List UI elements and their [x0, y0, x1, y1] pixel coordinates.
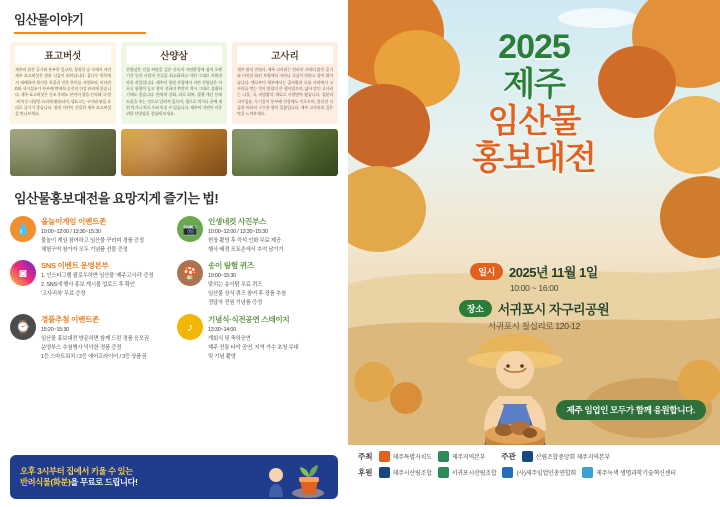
jeju-logo-icon: [379, 451, 390, 462]
sponsor-item: [502, 467, 576, 478]
event-line: 정답자 전원 기념품 증정: [208, 300, 262, 307]
poster-line-1: 제주: [503, 64, 565, 102]
notice-line-1: 오후 3시부터 집에서 키울 수 있는: [20, 465, 133, 476]
sponsor-name: 제주특별자치도: [392, 455, 432, 461]
host-label: 주최: [358, 452, 373, 461]
sponsor-item: [438, 451, 486, 462]
cloud-shape: [558, 8, 638, 28]
product-card: [10, 42, 116, 124]
mushroom-icon: 🍄: [177, 260, 203, 286]
sponsor-row-supporters: [358, 467, 710, 478]
event-line: 13:30~14:00: [208, 326, 236, 333]
event-title: 기념식·식전공연 스테이지: [208, 314, 290, 324]
sponsor-name: (사)제주임업인총연합회: [516, 471, 577, 477]
product-card: [232, 42, 338, 124]
date-value: 2025년 11월 1일: [509, 265, 598, 280]
event-line: 임산물 상식 퀴즈 참여 후 경품 추첨: [208, 291, 286, 298]
sponsor-name: 서귀포시산림조합: [451, 471, 497, 477]
event-grid: [0, 210, 348, 361]
product-photo-row: [0, 124, 348, 176]
poster-panel: [348, 0, 720, 507]
sponsor-item: [582, 467, 676, 478]
event-title: 인생네컷 사진부스: [208, 216, 267, 226]
event-item-ceremony-stage[interactable]: [177, 314, 338, 361]
event-line: 개회식 및 축하공연: [208, 335, 251, 342]
event-item-sns[interactable]: [10, 260, 171, 307]
event-item-photo-booth[interactable]: [177, 216, 338, 254]
cheer-banner: 제주 임업인 모두가 함께 응원합니다.: [556, 400, 706, 420]
notice-highlight: 반려식물(화분): [20, 477, 71, 487]
event-line: 및 기념 촬영: [208, 353, 236, 360]
event-item-water-game[interactable]: [10, 216, 171, 254]
product-card-heading: 표고버섯: [15, 46, 111, 64]
time-value: 10:00 ~ 16:00: [509, 283, 559, 293]
event-line: 현장 촬영 후 즉석 인화 무료 제공: [208, 237, 281, 244]
section-title-how-to-enjoy: 임산물홍보대전을 요망지게 즐기는 법!: [14, 190, 219, 206]
event-line: 행사 배경 포토존에서 추억 남기기: [208, 246, 284, 253]
product-card: [121, 42, 227, 124]
product-photo-bracken: [232, 129, 338, 176]
free-plant-notice-banner: [10, 455, 338, 499]
event-line: 10:00~12:00 / 13:30~15:30: [41, 228, 101, 235]
poster-title-block: [348, 30, 720, 177]
event-line: 2. SNS에 행사 홍보 게시물 업로드 후 확인: [41, 282, 135, 289]
event-line: 제주 전통 타악 공연, 지역 가수 초청 무대: [208, 344, 299, 351]
event-line: 임산물 홍보대전 방문하면 함께 드린 경품 응모권: [41, 335, 149, 342]
sponsor-row-host-organizer: [358, 451, 710, 462]
sponsor-item: [438, 467, 497, 478]
product-card-heading: 고사리: [237, 46, 333, 64]
place-address: 서귀포시 칠십리로 120-12: [487, 321, 581, 331]
sponsor-item: [522, 451, 610, 462]
jeju-city-union-icon: [379, 467, 390, 478]
forest-service-icon: [438, 451, 449, 462]
event-line: 맞히는 송이탐 무료 퀴즈: [208, 282, 262, 289]
green-tech-icon: [582, 467, 593, 478]
organizer-label: 주관: [501, 452, 516, 461]
event-title: 경품추첨 이벤트존: [41, 314, 100, 324]
event-item-prize-draw[interactable]: [10, 314, 171, 361]
instagram-icon: ◙: [10, 260, 36, 286]
watch-icon: ⌚: [10, 314, 36, 340]
product-card-body: 제주의 맑은 공기와 풍부한 일교차, 청정한 숲 속에서 자란 제주 표고버섯은 향과 식감이 뛰어납니다. 참나무 원목에서 재배하여 쫄깃한 육질과 진한 풍미를 자랑하며, 비타민D와 식이섬유가 풍부해 면역력 증진과 건강 관리에 좋습니다. 제주 표고버섯은 건조 후에도 본연의 향을 간직해 국·탕·찌개 등 다양한 요리에 활용되며, 생표고는 구이와 볶음 요리로 즐기기 좋습니다. 청정 자연이 선물한 제주 표고버섯을 만나보세요.: [15, 67, 111, 117]
place-value: 서귀포시 자구리공원: [497, 302, 610, 317]
stage-icon: ♪: [177, 314, 203, 340]
potted-plant-illustration: [256, 457, 330, 499]
event-line: 15:20~15:30: [41, 326, 69, 333]
event-line: 운영부스 추첨행사 넉넉한 경품 증정: [41, 344, 122, 351]
foresters-assoc-icon: [502, 467, 513, 478]
poster-line-2: 임산물: [487, 101, 581, 139]
product-card-body: 산양삼은 인삼 씨앗을 깊은 산속의 자연환경에 심어 오랜 기간 동안 사람의 손길을 최소화하고 자연 그대로 키워낸 약용 작물입니다. 제주의 청정 산림에서 자란 산양삼은 사포닌 함량이 높고 향이 진하며 쓴맛이 적어 그대로 섭취하기에도 좋습니다. 면역력 강화, 피로 회복, 혈행 개선 등에 도움을 주는 것으로 알려져 있으며, 생으로 먹거나 꿀에 재워 먹거나 차로 우려 마실 수 있습니다. 제주의 자연이 키운 귀한 산양삼을 경험해 보세요.: [126, 67, 222, 117]
support-label: 후원: [358, 468, 373, 477]
event-line: 10:00~15:30: [208, 273, 236, 280]
product-card-list: [0, 34, 348, 124]
event-line: '고사리차' 무료 증정: [41, 291, 86, 298]
product-card-heading: 산양삼: [126, 46, 222, 64]
event-line: 10:00~12:00 / 13:30~15:30: [208, 228, 268, 235]
event-line: 체험구역 참가자 모두 기념품 선물 증정: [41, 246, 128, 253]
event-title: 올놀이게임 이벤트존: [41, 216, 107, 226]
water-drop-icon: 💧: [10, 216, 36, 242]
sponsor-item: [379, 451, 432, 462]
left-info-panel: [0, 0, 348, 507]
section-title-forest-products-story: 임산물이야기: [14, 13, 84, 27]
event-title: 송이 탐험 퀴즈: [208, 261, 254, 271]
place-label-chip: 장소: [459, 300, 492, 317]
event-line: 1등 스마트워치 / 2등 에어프라이어 / 3등 상품권: [41, 353, 147, 360]
notice-line-2: 을 무료로 드립니다!: [70, 477, 138, 487]
product-card-body: 제주 봄의 전령사, 제주 고사리는 한라산 자락의 맑은 공기와 비옥한 화산 토양에서 자라나 식감이 연하고 향이 뛰어납니다. 예로부터 제주에서는 곶자왈과 오름 자락에서 고사리를 꺾는 것이 봄철의 큰 행사였으며, 삶아 말린 고사리는 나물, 국, 비빔밥의 재료로 사랑받아 왔습니다. 철분과 식이섬유, 무기질이 풍부해 건강에도 이로우며, 쫄깃한 식감과 특유의 구수한 향이 일품입니다. 제주 고사리의 깊은 맛을 느껴보세요.: [237, 67, 333, 117]
event-line: 1. 인스타그램 팔로우하면 임산물 '제주고사리' 증정: [41, 273, 154, 280]
product-photo-shiitake: [10, 129, 116, 176]
sponsor-name: 제주녹색 생명과학기술혁신센터: [596, 471, 676, 477]
poster-year: 2025: [498, 28, 570, 66]
sponsor-name: 제주시산림조합: [392, 471, 432, 477]
sponsor-name: 제주지역본부: [451, 455, 486, 461]
event-title: SNS 이벤트 운영본부: [41, 261, 109, 271]
sponsor-bar: [348, 445, 720, 507]
forest-union-icon: [522, 451, 533, 462]
seogwipo-union-icon: [438, 467, 449, 478]
poster-line-3: 홍보대전: [472, 138, 596, 176]
date-label-chip: 일시: [470, 263, 503, 280]
product-photo-wild-ginseng: [121, 129, 227, 176]
sponsor-item: [379, 467, 432, 478]
sponsor-name: 산림조합중앙회 제주지역본부: [535, 455, 610, 461]
event-item-mushroom-quiz[interactable]: [177, 260, 338, 307]
camera-icon: 📷: [177, 216, 203, 242]
event-line: 물놀이 게임 참여하고 임산물 꾸러미 경품 증정: [41, 237, 144, 244]
